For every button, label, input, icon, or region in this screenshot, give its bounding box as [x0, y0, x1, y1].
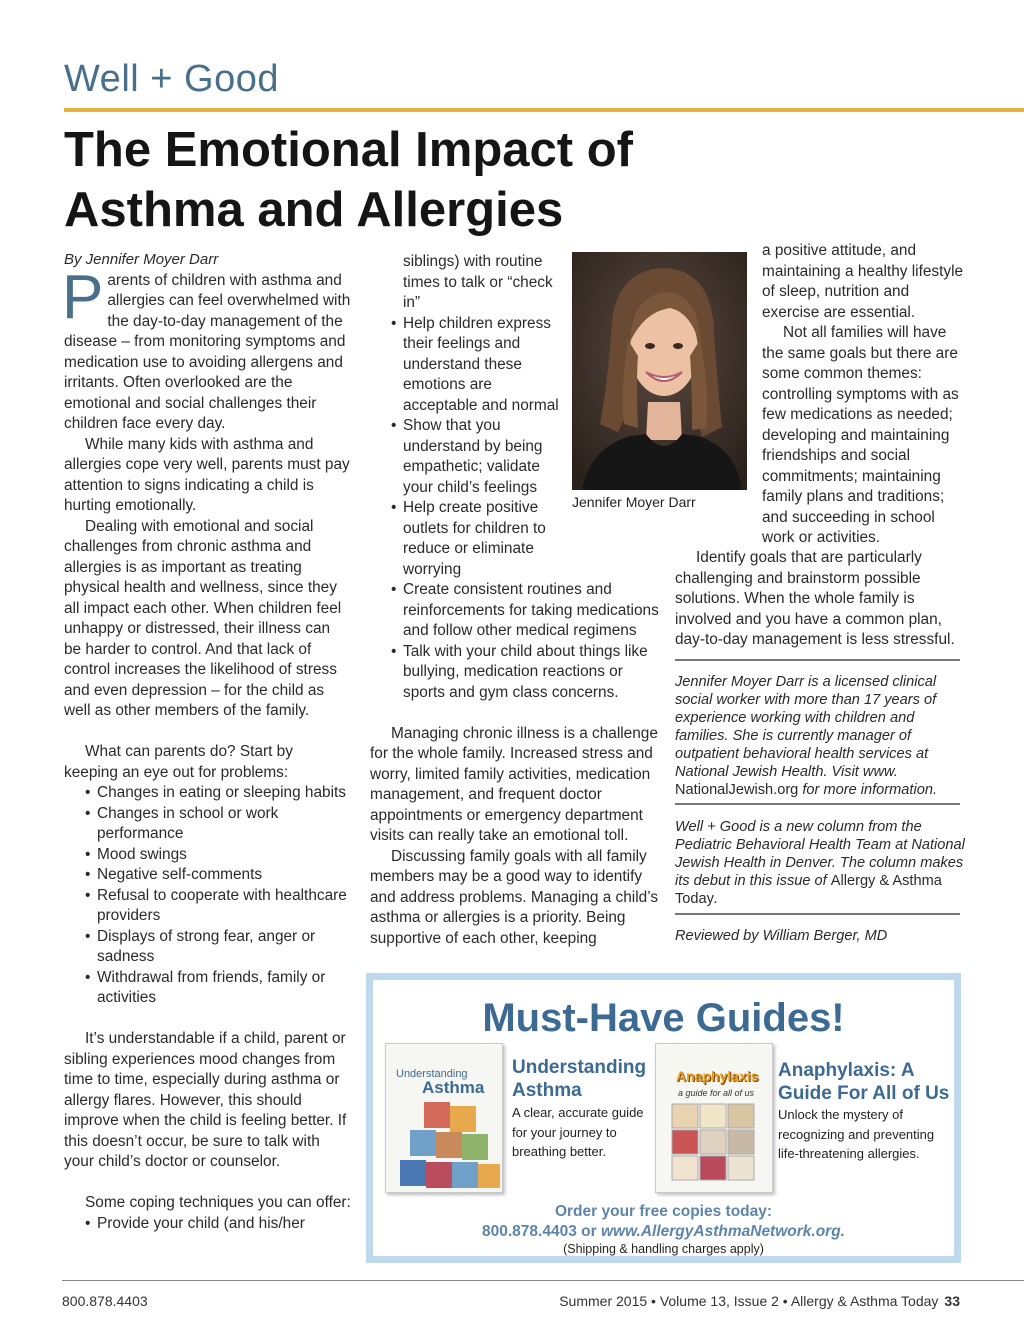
- body-paragraph: Discussing family goals with all family members may be a good way to identify and address problems. Managing a child’s asthma or allergies is a priority. Being supportive of each other, keeping: [370, 847, 659, 947]
- drop-cap: P: [62, 262, 104, 332]
- book2-desc-line: recognizing and preventing: [778, 1126, 935, 1142]
- coping-list: [370, 314, 570, 581]
- ad-panel: [373, 980, 954, 1256]
- section-label: Well + Good: [64, 58, 279, 100]
- body-paragraph: Not all families will have the same goals but there are some common themes: controlling symptoms with as few medications as needed; developing and maintaining friendships and social commitments; maintaining family plans and traditions; and succeeding in school work or activities.: [762, 324, 959, 546]
- list-item: • Changes in eating or sleeping habits: [64, 783, 351, 804]
- book1-title-line2: Asthma: [512, 1080, 582, 1101]
- book1-title-line1: Understanding: [512, 1057, 647, 1078]
- column-note: [675, 818, 965, 908]
- body-paragraph: Some coping techniques you can offer:: [85, 1194, 351, 1211]
- list-item-continued: siblings) with routine times to talk or “check in”: [403, 253, 553, 311]
- order-website-link[interactable]: www.AllergyAsthmaNetwork.org.: [600, 1223, 845, 1240]
- footer-phone: 800.878.4403: [62, 1293, 148, 1309]
- list-item: • Talk with your child about things like bullying, medication reactions or sports and gym class concerns.: [370, 642, 660, 704]
- article-column-1: [64, 250, 351, 1234]
- author-bio-website: NationalJewish.org: [675, 782, 799, 798]
- reviewed-by: Reviewed by William Berger, MD: [675, 928, 888, 944]
- shipping-note: (Shipping & handling charges apply): [563, 1242, 764, 1256]
- cover-title: Anaphylaxis: [676, 1068, 759, 1084]
- allergen-grid-icon: [656, 1102, 773, 1193]
- divider: [675, 659, 960, 661]
- intro-text: arents of children with asthma and allergies can feel overwhelmed with the day-to-day management of the disease – from monitoring symptoms and medication use to avoiding allergens and irritants. Often overlooked are the emotional and social challenges their children face every day.: [64, 271, 351, 432]
- asthma-book-cover[interactable]: [385, 1043, 503, 1193]
- author-bio-end: for more information.: [798, 782, 938, 798]
- footer-rule: [62, 1280, 1024, 1281]
- author-bio-text: Jennifer Moyer Darr is a licensed clinical social worker with more than 17 years of experience working with children and families. She is currently manager of outpatient behavioral health services at National Jewish Health. Visit www.: [675, 674, 937, 780]
- page-number: 33: [944, 1293, 960, 1309]
- intro-paragraph: [62, 262, 351, 435]
- list-item: • Provide your child (and his/her: [64, 1214, 351, 1235]
- list-item: • Withdrawal from friends, family or activities: [64, 968, 351, 1009]
- header-rule: [64, 108, 1024, 112]
- coping-list-start: [64, 1214, 351, 1235]
- book1-title: [512, 1056, 646, 1102]
- problems-list: [64, 783, 351, 1009]
- body-paragraph: What can parents do? Start by keeping an eye out for problems:: [64, 743, 293, 781]
- article-column-3-upper: [762, 241, 967, 549]
- article-column-2-upper: [370, 252, 570, 580]
- body-paragraph: Dealing with emotional and social challenges from chronic asthma and allergies is as important as treating physical health and wellness, since they all impact each other. When children feel unhappy or distressed, their illness can be harder to control. And that lack of control increases the likelihood of stress and even depression – for the child as well as other members of the family.: [64, 517, 342, 719]
- list-item: • Show that you understand by being empathetic; validate your child’s feelings: [370, 416, 570, 498]
- footer-issue-info: [559, 1293, 960, 1309]
- book2-desc-line: Unlock the mystery of: [778, 1107, 903, 1122]
- cover-subtitle: a guide for all of us: [678, 1088, 755, 1098]
- list-item: • Help children express their feelings and understand these emotions are acceptable and normal: [370, 314, 570, 417]
- list-item: • Refusal to cooperate with healthcare providers: [64, 886, 351, 927]
- author-bio: [675, 673, 965, 799]
- article-headline: [64, 120, 764, 240]
- body-paragraph: It’s understandable if a child, parent or sibling experiences mood changes from time to time, especially during asthma or allergy flares. However, this should improve when the child is feeling better. If this doesn’t occur, be sure to talk with your child’s doctor or counselor.: [64, 1030, 347, 1170]
- book2-title-line2: Guide For All of Us: [778, 1083, 950, 1104]
- list-item: • Changes in school or work performance: [64, 804, 351, 845]
- column-note-text: Well + Good is a new column from the Pediatric Behavioral Health Team at National Jewish Health in Denver. The column makes its debut in this issue of: [675, 819, 965, 889]
- magazine-name: Allergy & Asthma Today: [675, 873, 942, 907]
- book1-desc-line: for your journey to: [512, 1124, 617, 1140]
- column-note-end: .: [713, 891, 719, 907]
- portrait-illustration: [572, 252, 747, 490]
- book1-description: [512, 1103, 644, 1162]
- guides-advertisement: [366, 973, 961, 1263]
- body-paragraph: a positive attitude, and maintaining a healthy lifestyle of sleep, nutrition and exercise are essential.: [762, 242, 964, 321]
- article-column-3-lower: [675, 548, 965, 651]
- blocks-illustration-icon: [386, 1100, 503, 1193]
- photo-caption: Jennifer Moyer Darr: [572, 494, 696, 510]
- body-paragraph: Identify goals that are particularly challenging and brainstorm possible solutions. When the whole family is involved and you have a common plan, day-to-day management is less stressful.: [675, 549, 955, 648]
- list-item: • Create consistent routines and reinforcements for taking medications and follow other medical regimens: [370, 580, 660, 642]
- cover-title: Asthma: [422, 1078, 485, 1097]
- coping-list-continued: [370, 580, 660, 703]
- ad-order-info: [373, 1202, 954, 1242]
- article-column-2-lower: [370, 580, 660, 949]
- author-photo: [572, 252, 747, 490]
- book2-title: [778, 1059, 949, 1105]
- order-or: or: [576, 1223, 601, 1240]
- list-item: • Displays of strong fear, anger or sadness: [64, 927, 351, 968]
- book1-desc-line: breathing better.: [512, 1144, 606, 1159]
- order-prompt: Order your free copies today:: [554, 1203, 773, 1220]
- body-paragraph: While many kids with asthma and allergies cope very well, parents must pay attention to signs indicating a child is hurting emotionally.: [64, 435, 350, 514]
- book2-description: [778, 1105, 934, 1164]
- headline-line-2: Asthma and Allergies: [64, 183, 564, 237]
- divider: [675, 803, 960, 805]
- cover-subtitle: Understanding: [396, 1068, 468, 1080]
- ad-title: Must-Have Guides!: [482, 996, 845, 1040]
- list-item: • Negative self-comments: [64, 865, 351, 886]
- body-paragraph: Managing chronic illness is a challenge for the whole family. Increased stress and worry, limited family activities, medication management, and frequent doctor appointments or emergency department visits can really take an emotional toll.: [370, 724, 658, 844]
- book2-title-line1: Anaphylaxis: A: [778, 1060, 915, 1081]
- divider: [675, 913, 960, 915]
- footer-issue-text: Summer 2015 • Volume 13, Issue 2 • Allergy & Asthma Today: [559, 1293, 939, 1309]
- list-item: • Help create positive outlets for children to reduce or eliminate worrying: [370, 498, 570, 580]
- byline: By Jennifer Moyer Darr: [64, 251, 219, 268]
- order-phone[interactable]: 800.878.4403: [482, 1223, 577, 1240]
- book1-desc-line: A clear, accurate guide: [512, 1105, 644, 1120]
- list-item: • Mood swings: [64, 845, 351, 866]
- book2-desc-line: life-threatening allergies.: [778, 1146, 920, 1161]
- headline-line-1: The Emotional Impact of: [64, 123, 633, 177]
- anaphylaxis-book-cover[interactable]: [655, 1043, 773, 1193]
